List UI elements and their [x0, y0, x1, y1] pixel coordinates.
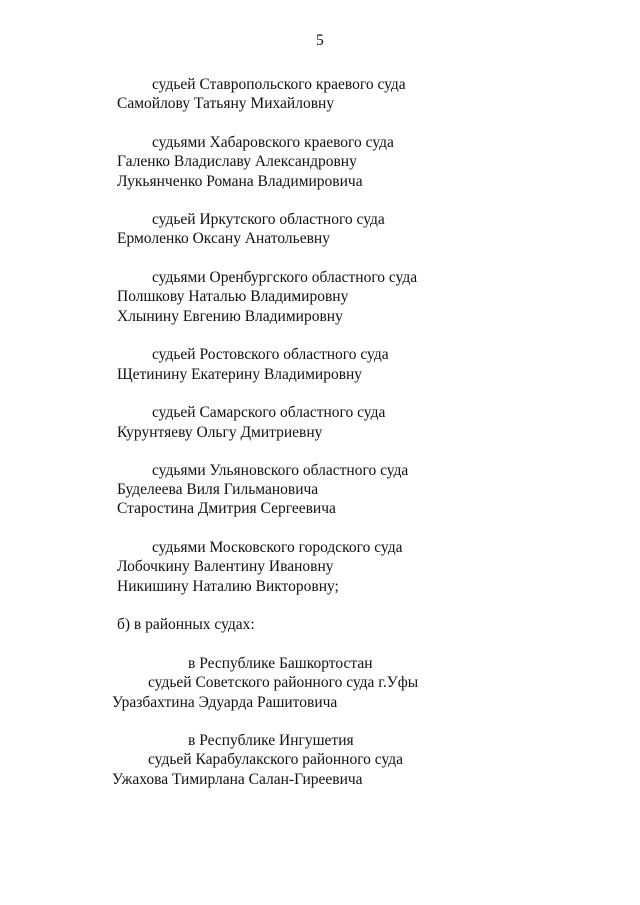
judge-name: Лукьянченко Романа Владимировича — [117, 173, 363, 190]
page-number: 5 — [316, 32, 324, 49]
court-line: судьей Советского районного суда г.Уфы — [148, 674, 419, 691]
court-line: судьей Карабулакского районного суда — [148, 751, 404, 768]
judge-name: Старостина Дмитрия Сергеевича — [117, 500, 336, 517]
region-line: в Республике Ингушетия — [188, 732, 354, 749]
judge-name: Щетинину Екатерину Владимировну — [117, 366, 363, 383]
court-line: судьями Хабаровского краевого суда — [152, 134, 394, 151]
court-line: судьями Оренбургского областного суда — [152, 269, 418, 286]
judge-name: Никишину Наталию Викторовну; — [117, 578, 339, 595]
judge-name: Лобочкину Валентину Ивановну — [117, 558, 334, 575]
judge-name: Полшкову Наталью Владимировну — [117, 288, 349, 305]
judge-name: Курунтяеву Ольгу Дмитриевну — [117, 424, 323, 441]
judge-name: Галенко Владиславу Александровну — [117, 153, 357, 170]
court-line: судьями Московского городского суда — [152, 539, 403, 556]
court-line: судьей Ставропольского краевого суда — [152, 76, 406, 93]
judge-name: Буделеева Виля Гильмановича — [117, 481, 319, 498]
region-line: в Республике Башкортостан — [188, 655, 373, 672]
judge-name: Ермоленко Оксану Анатольевну — [117, 230, 330, 247]
court-line: судьей Ростовского областного суда — [152, 346, 389, 363]
judge-name: Самойлову Татьяну Михайловну — [117, 95, 335, 112]
section-heading: б) в районных судах: — [117, 616, 255, 633]
court-line: судьей Самарского областного суда — [152, 404, 386, 421]
court-line: судьей Иркутского областного суда — [152, 211, 385, 228]
judge-name: Уразбахтина Эдуарда Рашитовича — [112, 694, 338, 711]
judge-name: Хлынину Евгению Владимировну — [117, 308, 343, 325]
court-line: судьями Ульяновского областного суда — [152, 462, 409, 479]
judge-name: Ужахова Тимирлана Салан-Гиреевича — [112, 771, 363, 788]
